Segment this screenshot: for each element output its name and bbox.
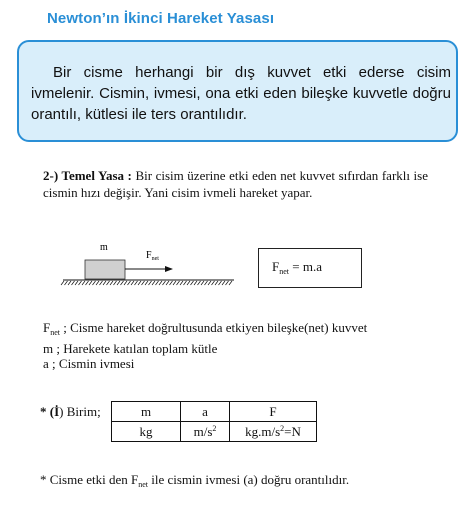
formula-box: [258, 248, 362, 288]
table-cell: $kg.m/s^2=N$: [230, 422, 317, 442]
table-header-cell: a: [181, 402, 230, 422]
table-cell: kg: [112, 422, 181, 442]
units-table: [111, 401, 317, 442]
force-diagram-svg: [60, 240, 240, 292]
formula-rhs: = m.a: [289, 259, 322, 274]
force-diagram: [60, 240, 240, 297]
unit-label: * (İ) Birim;: [40, 404, 101, 419]
mass-block: [85, 260, 125, 279]
table-header-cell: m: [112, 402, 181, 422]
definition-item: m ; Harekete katılan toplam kütle: [43, 340, 218, 356]
formula-lhs-sub: net: [279, 267, 290, 276]
table-row: [112, 422, 317, 442]
table-header-row: [112, 402, 317, 422]
force-label: $F_{net}$: [146, 250, 159, 262]
table-header-cell: F: [230, 402, 317, 422]
proportionality-note: * Cisme etki den $F_{net}$ ile cismin ivmesi (a) doğru orantılıdır.: [40, 472, 350, 489]
table-cell: $m/s^2$: [181, 422, 230, 442]
formula-lhs: F: [272, 259, 280, 274]
basic-law-heading: 2-) Temel Yasa :: [43, 168, 132, 183]
intro-paragraph: Bir cisme herhangi bir dış kuvvet etki ederse cisim ivmelenir. Cismin, ivmesi, ona etki eden bileşke kuvvetle doğru orantılı, kütlesi ile ters orantılıdır.: [31, 64, 451, 123]
basic-law-paragraph: [43, 167, 428, 201]
definition-item: a ; Cismin ivmesi: [43, 356, 135, 371]
definitions-list: [43, 320, 367, 372]
page-title: Newton’ın İkinci Hareket Yasası: [47, 10, 275, 27]
definition-item: $F_{net}$ ; Cisme hareket doğrultusunda etkiyen bileşke(net) kuvvet: [43, 320, 368, 337]
intro-text: [31, 62, 451, 125]
mass-label: m: [100, 242, 108, 253]
basic-law-text: Bir cisim üzerine etki eden net kuvvet sıfırdan farklı ise cismin hızı değişir. Yani cisim ivmeli hareket yapar.: [43, 168, 428, 200]
ground-hatching: [61, 281, 232, 285]
